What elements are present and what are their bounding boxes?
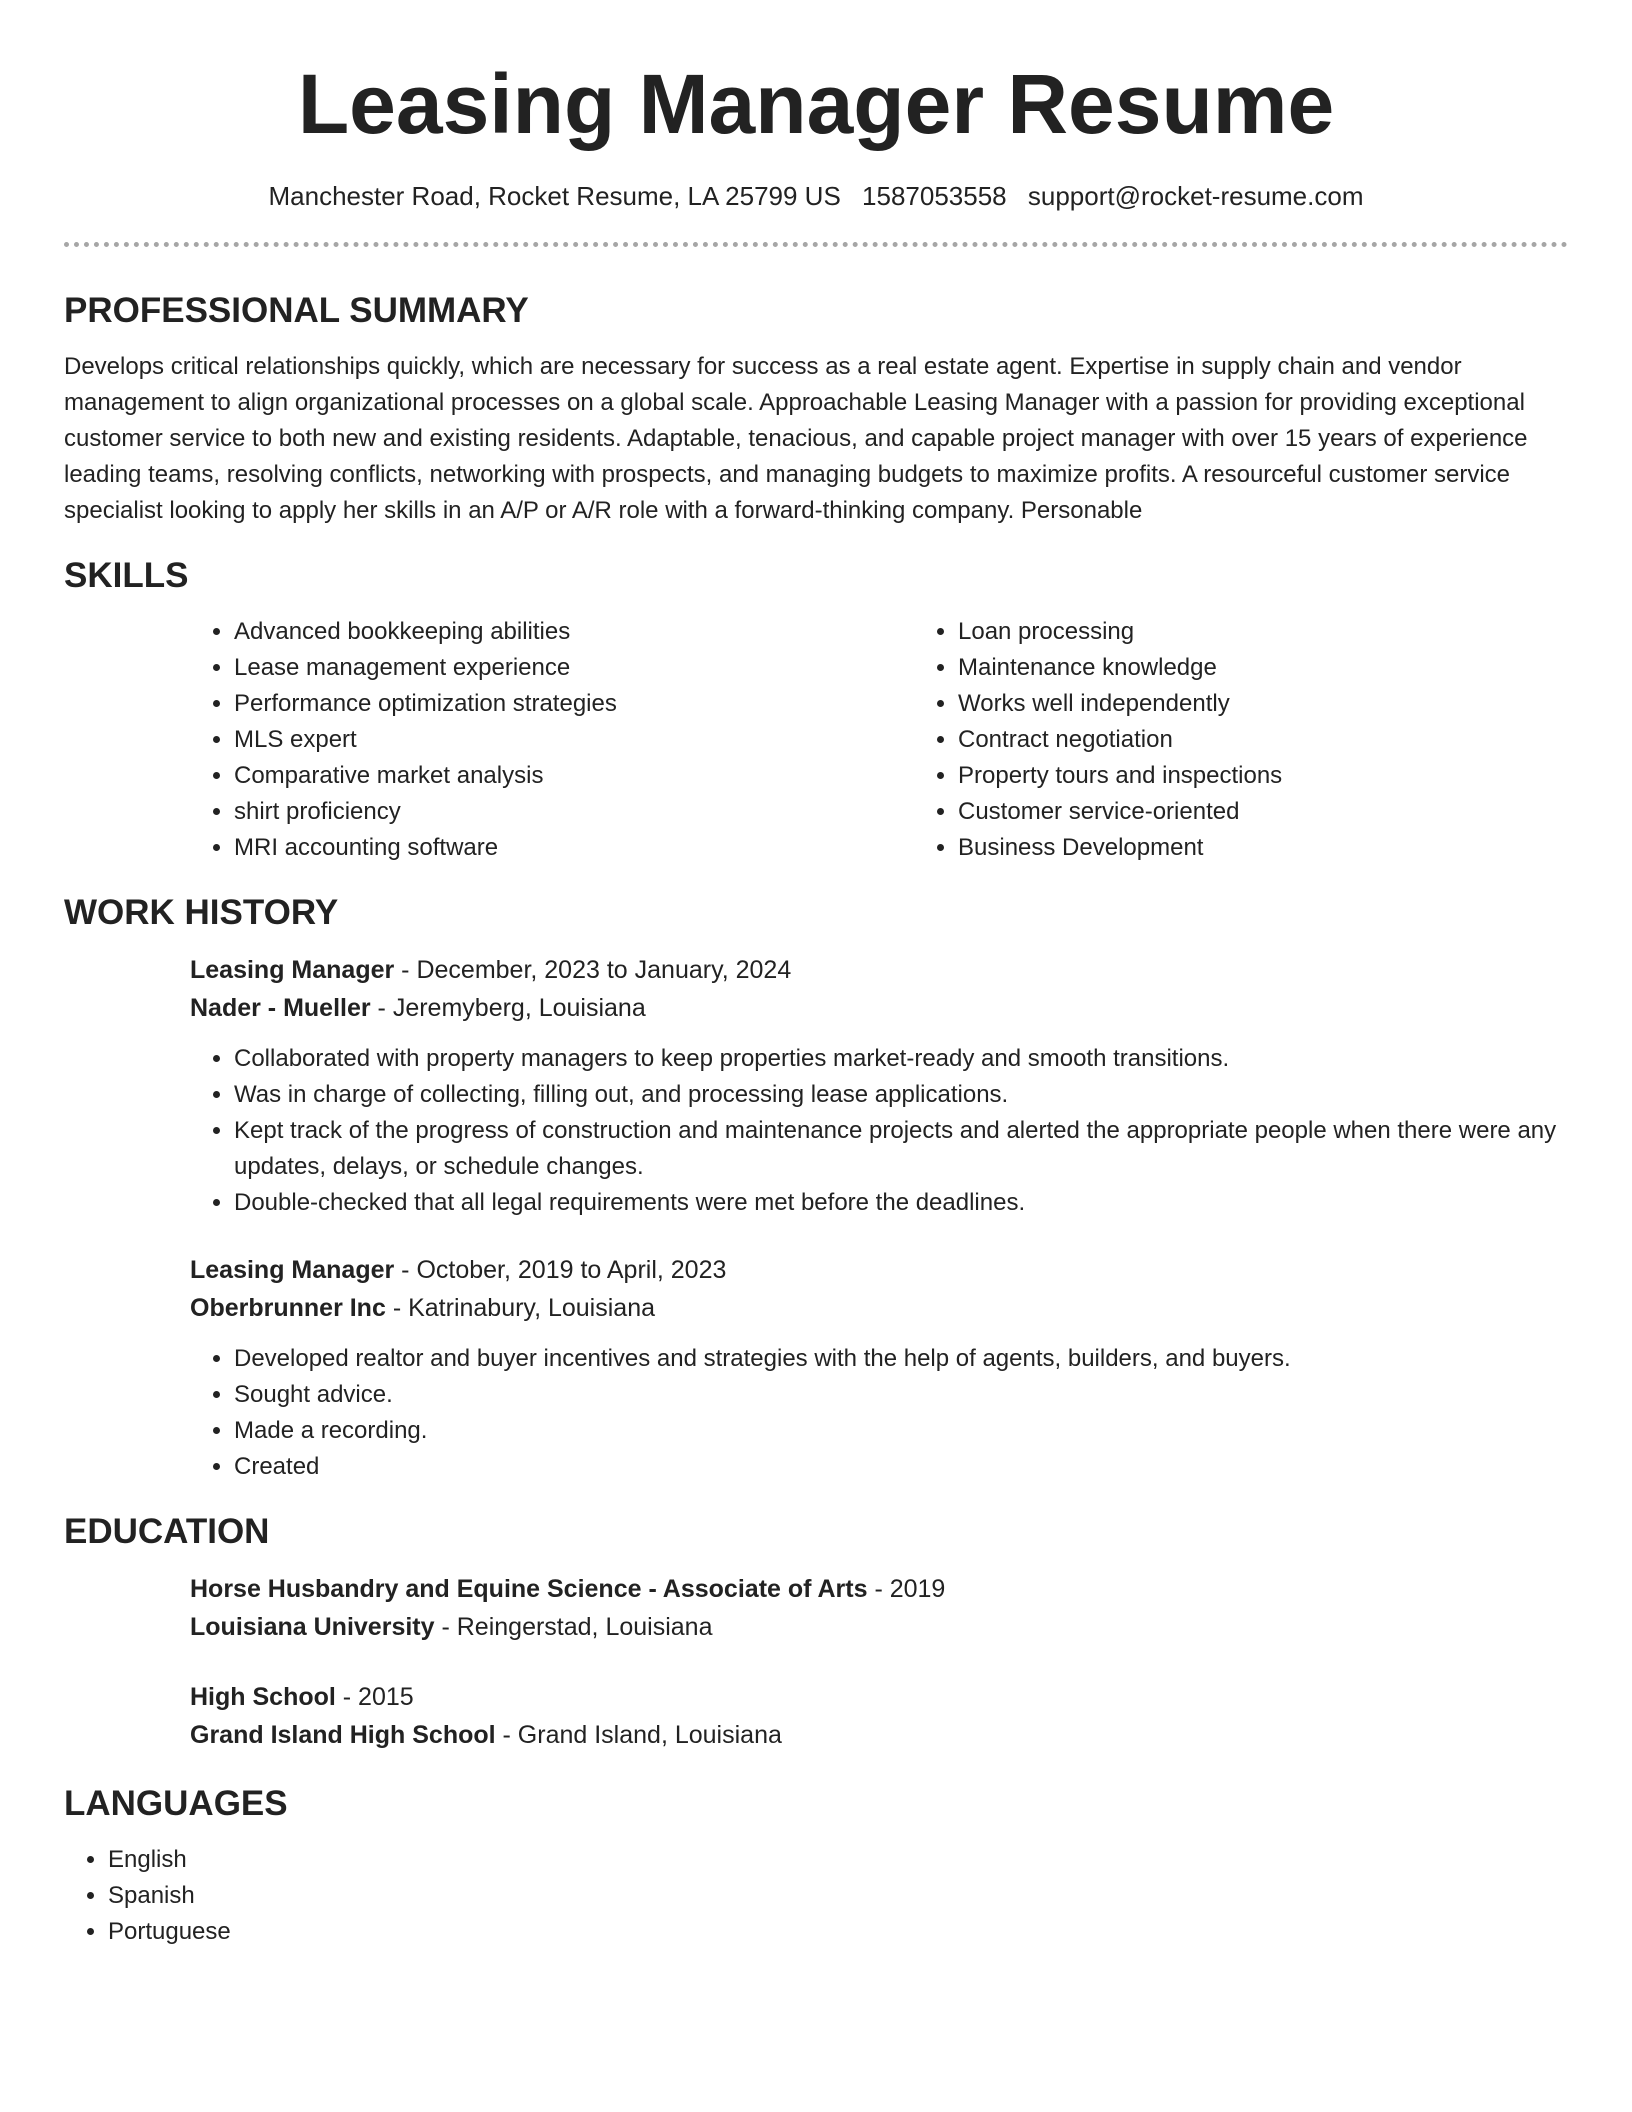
- skill-item: • Maintenance knowledge: [958, 650, 1632, 686]
- skills-grid: [190, 614, 1568, 866]
- job-dates: - October, 2019 to April, 2023: [394, 1256, 727, 1284]
- skill-item: • Works well independently: [958, 686, 1632, 722]
- work-section: [64, 891, 1568, 1485]
- job-role: Leasing Manager: [190, 956, 395, 984]
- degree-year: - 2019: [867, 1575, 946, 1603]
- school-line: [190, 1608, 1568, 1646]
- summary-text: Develops critical relationships quickly, which are necessary for success as a real estate agent. Expertise in supply chain and vendor management to align organizational processes on a global scale. Approachable Leasing Manager with a passion for providing exceptional customer service to both new and existing residents. Adaptable, tenacious, and capable project manager with over 15 years of experience leading teams, resolving conflicts, networking with prospects, and managing budgets to maximize profits. A resourceful customer service specialist looking to apply her skills in an A/P or A/R role with a forward-thinking company. Personable: [64, 353, 1528, 524]
- resume-title: Leasing Manager Resume: [297, 57, 1335, 151]
- skill-item: • Contract negotiation: [958, 722, 1632, 758]
- education-entry: [190, 1570, 1568, 1646]
- skill-item: • Property tours and inspections: [958, 758, 1632, 794]
- language-item: • Portuguese: [108, 1914, 1568, 1950]
- summary-heading: PROFESSIONAL SUMMARY: [64, 291, 529, 330]
- school-location: - Grand Island, Louisiana: [495, 1721, 782, 1749]
- job-location: - Jeremyberg, Louisiana: [370, 994, 646, 1022]
- skills-list-left: [190, 614, 914, 866]
- languages-section: [64, 1782, 1568, 1950]
- header-divider: [64, 242, 1568, 247]
- skill-item: • MRI accounting software: [234, 830, 914, 866]
- job-location: - Katrinabury, Louisiana: [385, 1294, 656, 1322]
- skill-item: • Lease management experience: [234, 650, 914, 686]
- degree-line: [190, 1678, 1568, 1716]
- job-bullets: [190, 1041, 1568, 1221]
- job-bullet: • Developed realtor and buyer incentives and strategies with the help of agents, builders, and buyers.: [234, 1341, 1568, 1377]
- contact-line: [64, 178, 1568, 214]
- job-bullet: • Kept track of the progress of construction and maintenance projects and alerted the appropriate people when there were any updates, delays, or schedule changes.: [234, 1113, 1568, 1185]
- skill-item: • Performance optimization strategies: [234, 686, 914, 722]
- job-title-line: [190, 951, 1568, 989]
- job-bullet: • Collaborated with property managers to keep properties market-ready and smooth transitions.: [234, 1041, 1568, 1077]
- job-bullet: • Was in charge of collecting, filling out, and processing lease applications.: [234, 1077, 1568, 1113]
- job-dates: - December, 2023 to January, 2024: [394, 956, 792, 984]
- job-entry: [190, 1251, 1568, 1485]
- degree-name: High School: [190, 1683, 336, 1711]
- skills-list-right: [914, 614, 1632, 866]
- degree-year: - 2015: [335, 1683, 414, 1711]
- job-company-line: [190, 989, 1568, 1027]
- job-bullet: • Made a recording.: [234, 1413, 1568, 1449]
- contact-email: support@rocket-resume.com: [1027, 181, 1364, 211]
- skills-section: [64, 554, 1568, 866]
- skill-item: • Advanced bookkeeping abilities: [234, 614, 914, 650]
- school-location: - Reingerstad, Louisiana: [434, 1613, 713, 1641]
- language-item: • Spanish: [108, 1878, 1568, 1914]
- language-item: • English: [108, 1842, 1568, 1878]
- degree-line: [190, 1570, 1568, 1608]
- school-line: [190, 1716, 1568, 1754]
- work-heading: WORK HISTORY: [64, 893, 339, 932]
- contact-phone: 1587053558: [862, 181, 1007, 211]
- skills-heading: SKILLS: [64, 556, 189, 595]
- job-bullets: [190, 1341, 1568, 1485]
- languages-heading: LANGUAGES: [64, 1784, 288, 1823]
- job-company-line: [190, 1289, 1568, 1327]
- education-heading: EDUCATION: [64, 1512, 270, 1551]
- languages-list: [64, 1842, 1568, 1950]
- school-name: Grand Island High School: [190, 1721, 496, 1749]
- skill-item: • Loan processing: [958, 614, 1632, 650]
- summary-section: [64, 289, 1568, 529]
- job-company: Nader - Mueller: [190, 994, 371, 1022]
- skill-item: • Customer service-oriented: [958, 794, 1632, 830]
- skill-item: • Business Development: [958, 830, 1632, 866]
- job-bullet: • Created: [234, 1449, 1568, 1485]
- job-title-line: [190, 1251, 1568, 1289]
- job-entry: [190, 951, 1568, 1221]
- skill-item: • shirt proficiency: [234, 794, 914, 830]
- job-bullet: • Sought advice.: [234, 1377, 1568, 1413]
- job-role: Leasing Manager: [190, 1256, 395, 1284]
- skill-item: • MLS expert: [234, 722, 914, 758]
- degree-name: Horse Husbandry and Equine Science - Associate of Arts: [190, 1575, 868, 1603]
- education-section: [64, 1510, 1568, 1754]
- school-name: Louisiana University: [190, 1613, 435, 1641]
- job-company: Oberbrunner Inc: [190, 1294, 386, 1322]
- job-bullet: • Double-checked that all legal requirements were met before the deadlines.: [234, 1185, 1568, 1221]
- education-entry: [190, 1678, 1568, 1754]
- skill-item: • Comparative market analysis: [234, 758, 914, 794]
- contact-address: Manchester Road, Rocket Resume, LA 25799 US: [268, 181, 841, 211]
